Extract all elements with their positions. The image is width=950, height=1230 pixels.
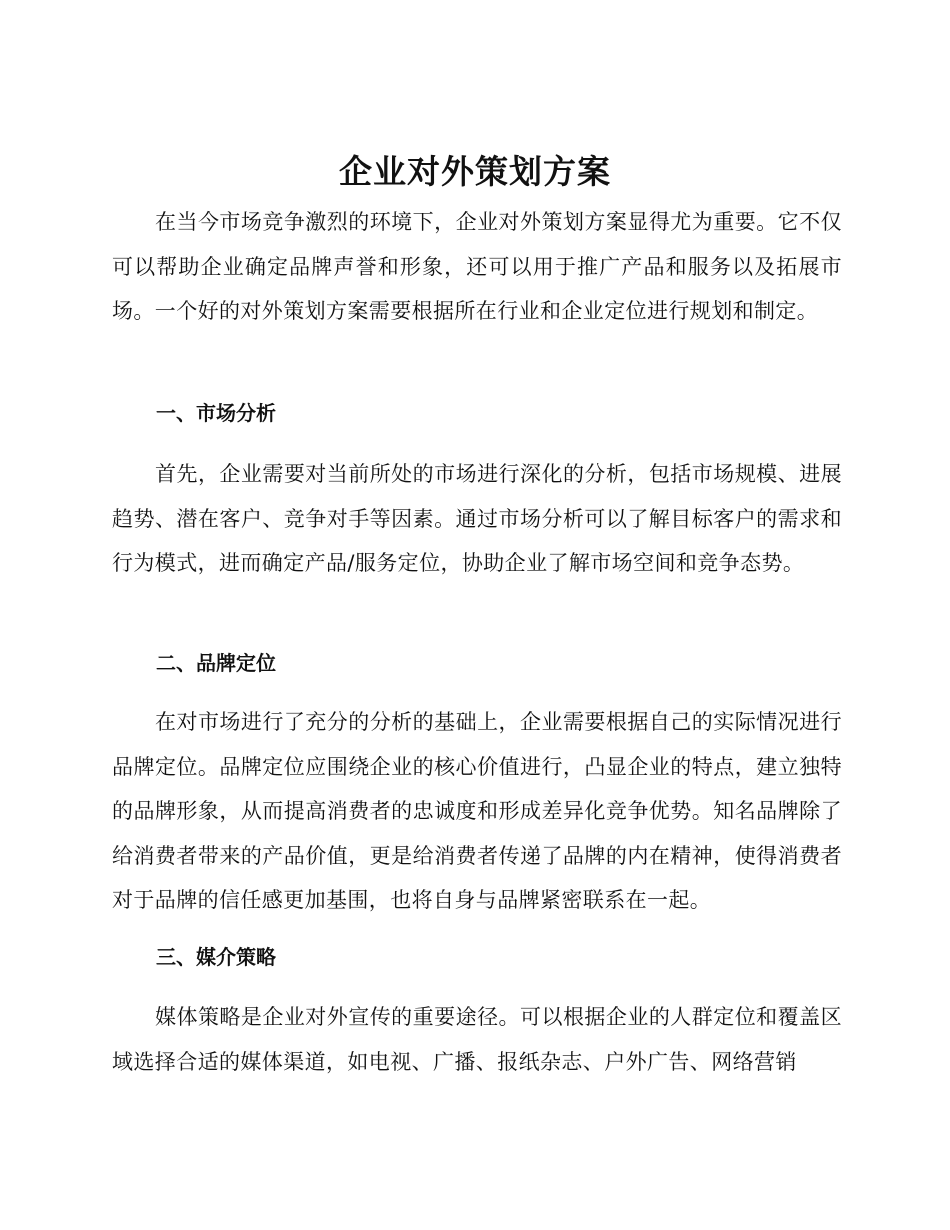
document-title: 企业对外策划方案 <box>339 152 611 191</box>
section-heading-brand-positioning: 二、品牌定位 <box>156 651 276 675</box>
brand-positioning-paragraph: 在对市场进行了充分的分析的基础上，企业需要根据自己的实际情况进行品牌定位。品牌定位应围绕企业的核心价值进行，凸显企业的特点，建立独特的品牌形象，从而提高消费者的忠诚度和形成差异化竞争优势。知名品牌除了给消费者带来的产品价值，更是给消费者传递了品牌的内在精神，使得消费者对于品牌的信任感更加基围，也将自身与品牌紧密联系在一起。 <box>112 710 842 912</box>
market-analysis-paragraph: 首先，企业需要对当前所处的市场进行深化的分析，包括市场规模、进展趋势、潜在客户、竞争对手等因素。通过市场分析可以了解目标客户的需求和行为模式，进而确定产品/服务定位，协助企业了解市场空间和竞争态势。 <box>112 462 842 575</box>
media-strategy-paragraph: 媒体策略是企业对外宣传的重要途径。可以根据企业的人群定位和覆盖区域选择合适的媒体渠道，如电视、广播、报纸杂志、户外广告、网络营销 <box>112 1005 842 1074</box>
section-heading-market-analysis: 一、市场分析 <box>156 401 276 425</box>
intro-paragraph: 在当今市场竞争激烈的环境下，企业对外策划方案显得尤为重要。它不仅可以帮助企业确定品牌声誉和形象，还可以用于推广产品和服务以及拓展市场。一个好的对外策划方案需要根据所在行业和企业定位进行规划和制定。 <box>112 210 842 323</box>
section-heading-media-strategy: 三、媒介策略 <box>156 945 276 969</box>
